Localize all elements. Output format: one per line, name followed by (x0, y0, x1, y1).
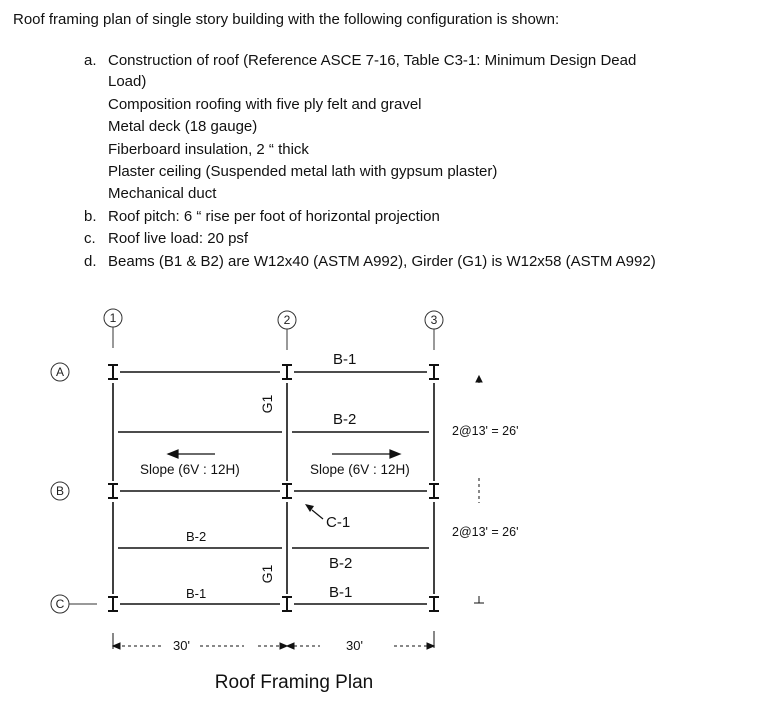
label-b1-lower-right: B-1 (329, 584, 353, 601)
c1-leader (312, 510, 323, 519)
grid-label-1: 1 (109, 311, 117, 325)
item-d-line-1: Beams (B1 & B2) are W12x40 (ASTM A992), Girder (G1) is W12x58 (ASTM A992) (108, 253, 656, 270)
slope-text-left: Slope (6V : 12H) (140, 462, 240, 477)
column-B1 (108, 484, 118, 498)
label-b2-lower-left: B-2 (186, 529, 207, 544)
dim-right-lower: 2@13' = 26' (452, 525, 519, 539)
item-a-line-4: Metal deck (18 gauge) (108, 118, 258, 135)
label-g1-lower: G1 (259, 564, 275, 584)
column-A3 (429, 365, 439, 379)
grid-label-B: B (55, 484, 65, 498)
label-g1-upper: G1 (259, 394, 275, 414)
dim-right-upper: 2@13' = 26' (452, 424, 519, 438)
dim-bottom-left: 30' (173, 638, 190, 653)
label-b2-upper-right: B-2 (333, 411, 357, 428)
slope-arrowhead-right (390, 450, 400, 458)
dim-arrow-mid-right (287, 643, 294, 649)
item-d-label: d. (84, 253, 97, 270)
item-a-line-6: Plaster ceiling (Suspended metal lath with gypsum plaster) (108, 163, 498, 180)
label-b1-lower-left: B-1 (186, 586, 207, 601)
column-C1 (108, 597, 118, 611)
column-B2 (282, 484, 292, 498)
item-c-line-1: Roof live load: 20 psf (108, 230, 249, 247)
label-b2-lower-right: B-2 (329, 555, 353, 572)
grid-label-2: 2 (283, 313, 291, 327)
dim-arrow-top (476, 376, 482, 382)
problem-intro: Roof framing plan of single story building with the following configuration is shown: (13, 11, 560, 28)
item-a-line-2: Load) (108, 73, 147, 90)
item-a-line-3: Composition roofing with five ply felt and gravel (108, 96, 422, 113)
item-a-line-7: Mechanical duct (108, 185, 217, 202)
column-C3 (429, 597, 439, 611)
grid-label-A: A (55, 365, 65, 379)
plan-title: Roof Framing Plan (214, 672, 374, 693)
column-C2 (282, 597, 292, 611)
item-b-label: b. (84, 208, 97, 225)
item-a-label: a. (84, 52, 97, 69)
dim-bottom-right: 30' (346, 638, 363, 653)
slope-arrowhead-left (168, 450, 178, 458)
item-b-line-1: Roof pitch: 6 “ rise per foot of horizontal projection (108, 208, 440, 225)
grid-label-C: C (55, 597, 65, 611)
grid-label-3: 3 (430, 313, 438, 327)
column-A1 (108, 365, 118, 379)
slope-text-right: Slope (6V : 12H) (310, 462, 410, 477)
label-b1-top: B-1 (333, 351, 357, 368)
column-A2 (282, 365, 292, 379)
column-B3 (429, 484, 439, 498)
label-c1: C-1 (326, 514, 351, 531)
dim-arrow-bottom-left (113, 643, 120, 649)
item-a-line-5: Fiberboard insulation, 2 “ thick (108, 141, 309, 158)
item-a-line-1: Construction of roof (Reference ASCE 7-16, Table C3-1: Minimum Design Dead (108, 52, 637, 69)
dim-arrow-bottom-right (427, 643, 434, 649)
item-c-label: c. (84, 230, 96, 247)
